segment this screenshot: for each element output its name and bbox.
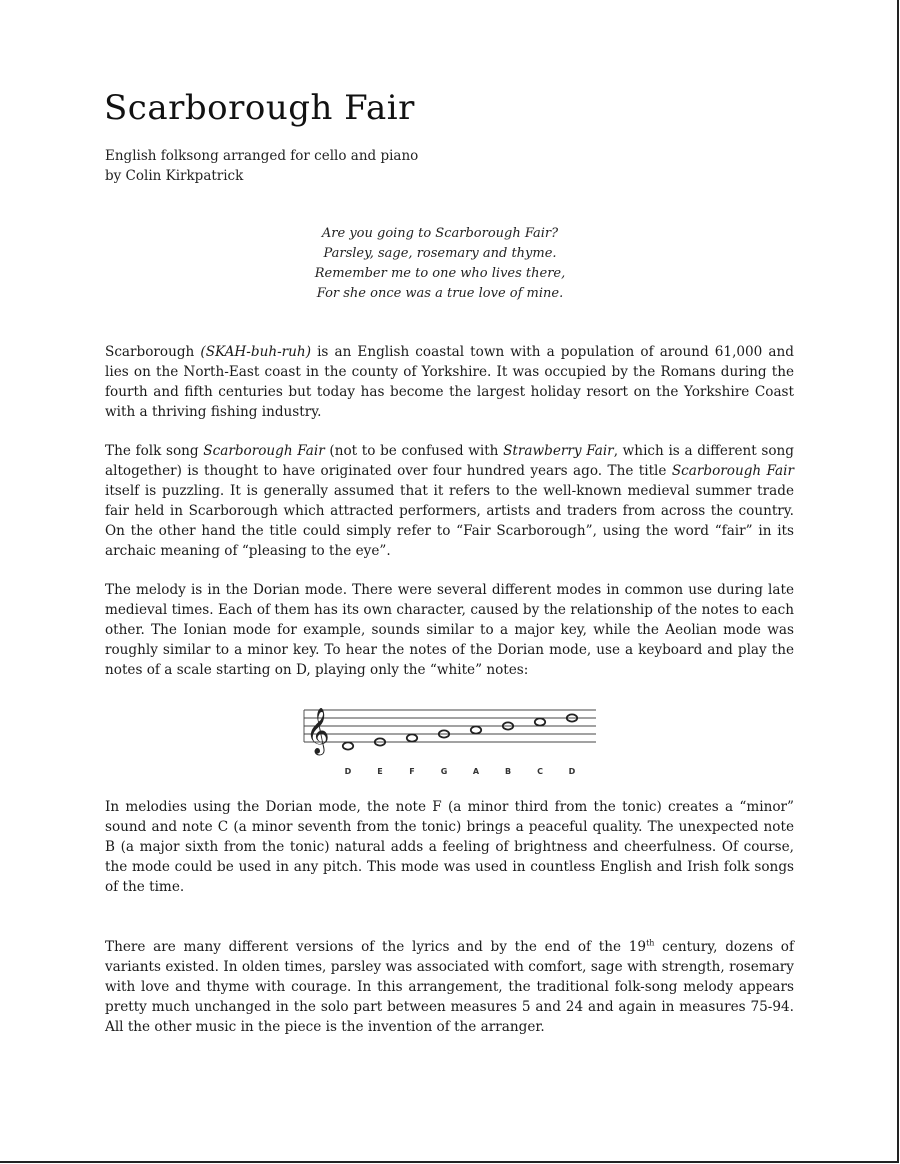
text-run: (not to be confused with [324,443,504,459]
text-run: century, dozens of variants existed. In olden times, parsley was associated with comfort, sage with strength, rosemary with love and thyme with courage. In this arrangement, the traditional folk-song melody appears pretty much unchanged in the solo part between measures 5 and 24 and again in measures 75-94. All the other music in the piece is the invention of the arranger. [105,939,794,1035]
whole-note [535,718,545,725]
verse-line: Parsley, sage, rosemary and thyme. [323,246,557,261]
scale-staff [300,700,600,786]
note-label: B [504,767,512,776]
subtitle-description: English folksong arranged for cello and piano [105,148,419,164]
verse-block [260,224,620,304]
subtitle [105,146,418,186]
note-label: E [377,767,383,776]
paragraph-lyrics [105,938,794,1038]
pronunciation: (SKAH-buh-ruh) [200,344,311,360]
note-label: F [409,767,415,776]
verse-line: Remember me to one who lives there, [314,266,566,281]
text-run: is an English coastal town with a population of around 61,000 and lies on the North-East coast in the county of Yorkshire. It was occupied by the Romans during the fourth and fifth centuries but today has become the largest holiday resort on the Yorkshire Coast with a thriving fishing industry. [105,344,794,420]
text-run: itself is puzzling. It is generally assumed that it refers to the well-known medieval summer trade fair held in Scarborough which attracted performers, artists and traders from across the country. On the other hand the title could simply refer to “Fair Scarborough”, using the word “fair” in its archaic meaning of “pleasing to the eye”. [105,482,794,559]
note-label: G [440,767,448,776]
paragraph-mode-notes: In melodies using the Dorian mode, the note F (a minor third from the tonic) creates a “minor” sound and note C (a minor seventh from the tonic) brings a peaceful quality. The unexpected note B (a major sixth from the tonic) natural adds a feeling of brightness and cheerfulness. Of course, the mode could be used in any pitch. This mode was used in countless English and Irish folk songs of the time. [105,799,794,895]
note-label: D [568,767,576,776]
verse-line: For she once was a true love of mine. [316,286,564,301]
note-label: A [472,767,480,776]
song-title: Strawberry Fair [503,443,614,459]
verse-line: Are you going to Scarborough Fair? [321,226,559,241]
dorian-scale-figure [300,700,600,786]
text-run: Scarborough [105,344,201,360]
whole-note [343,742,353,749]
whole-note [407,734,417,741]
song-title: Scarborough Fair [671,462,795,479]
text-run: , which is a different song altogether) is thought to have originated over four hundred years ago. The title [105,443,795,479]
text-run: There are many different versions of the lyrics and by the end of the 19 [105,939,647,955]
superscript: th [646,938,655,948]
paragraph-town [105,343,794,423]
subtitle-arranger: by Colin Kirkpatrick [105,168,244,184]
whole-note [471,726,481,733]
paragraph-origin [105,442,794,561]
note-label: C [537,767,543,776]
song-title: Scarborough Fair [203,443,325,459]
note-label: D [344,767,352,776]
paragraph-dorian-mode: The melody is in the Dorian mode. There were several different modes in common use during late medieval times. Each of them has its own character, caused by the relationship of the notes to each other. The Ionian mode for example, sounds similar to a major key, while the Aeolian mode was roughly similar to a minor key. To hear the notes of the Dorian mode, use a keyboard and play the notes of a scale starting on D, playing only the “white” notes: [105,582,794,678]
page-title: Scarborough Fair [104,88,415,128]
treble-clef-icon: 𝄞 [306,708,330,754]
text-run: The folk song [105,443,204,459]
